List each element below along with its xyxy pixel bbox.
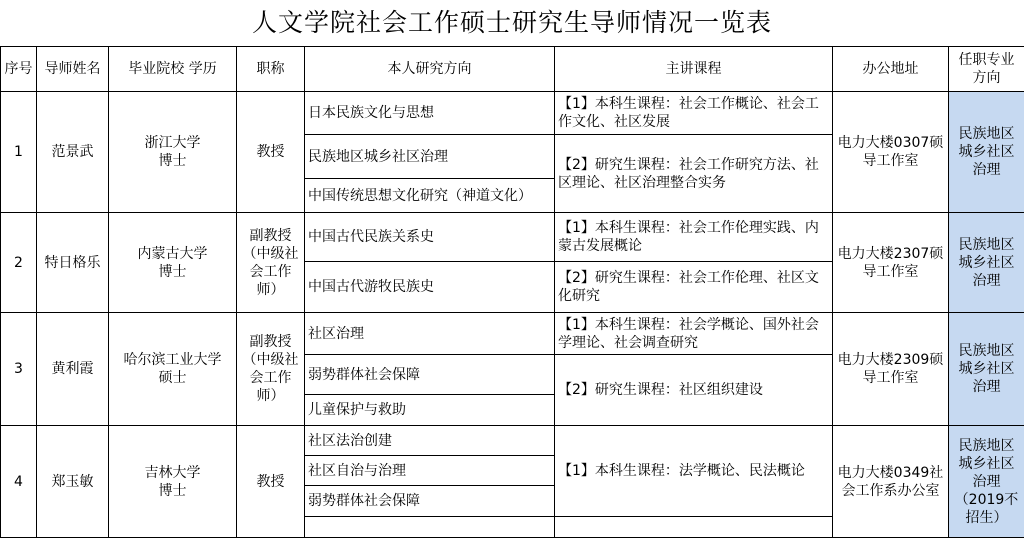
cell-course[interactable]: 【1】本科生课程：法学概论、民法概论 xyxy=(555,426,833,517)
cell-school[interactable] xyxy=(109,92,237,213)
school-name: 哈尔滨工业大学 xyxy=(123,352,222,368)
header-seq[interactable]: 序号 xyxy=(1,47,37,92)
header-courses[interactable]: 主讲课程 xyxy=(555,47,833,92)
cell-name[interactable]: 郑玉敏 xyxy=(37,426,109,538)
cell-office[interactable]: 电力大楼0349社会工作系办公室 xyxy=(833,426,949,538)
cell-research[interactable]: 儿童保护与救助 xyxy=(305,395,555,426)
cell-name[interactable]: 黄利霞 xyxy=(37,313,109,426)
degree: 博士 xyxy=(158,153,187,169)
cell-office[interactable]: 电力大楼0307硕导工作室 xyxy=(833,92,949,213)
cell-research[interactable]: 日本民族文化与思想 xyxy=(305,92,555,135)
cell-research[interactable]: 社区自治与治理 xyxy=(305,456,555,486)
header-office[interactable]: 办公地址 xyxy=(833,47,949,92)
school-name: 浙江大学 xyxy=(144,135,201,151)
table-row xyxy=(1,92,1024,135)
cell-seq[interactable]: 4 xyxy=(1,426,37,538)
cell-school[interactable] xyxy=(109,426,237,538)
page-title: 人文学院社会工作硕士研究生导师情况一览表 xyxy=(251,8,772,37)
cell-research[interactable]: 弱势群体社会保障 xyxy=(305,355,555,395)
school-name: 内蒙古大学 xyxy=(137,245,208,262)
cell-course[interactable]: 【1】本科生课程：社会学概论、国外社会学理论、社会调查研究 xyxy=(555,313,833,355)
cell-office[interactable]: 电力大楼2309硕导工作室 xyxy=(833,313,949,426)
table-row xyxy=(1,426,1024,456)
cell-school[interactable] xyxy=(109,313,237,426)
cell-research[interactable]: 中国古代游牧民族史 xyxy=(305,262,555,313)
empty-cell[interactable] xyxy=(305,517,555,538)
cell-course[interactable]: 【2】研究生课程：社会工作伦理、社区文化研究 xyxy=(555,262,833,313)
cell-research[interactable]: 社区法治创建 xyxy=(305,426,555,456)
header-rank[interactable]: 职称 xyxy=(237,47,305,92)
degree: 博士 xyxy=(158,482,187,499)
cell-course[interactable]: 【2】研究生课程：社区组织建设 xyxy=(555,355,833,426)
cell-rank[interactable]: 教授 xyxy=(237,426,305,538)
cell-course[interactable]: 【1】本科生课程：社会工作伦理实践、内蒙古发展概论 xyxy=(555,213,833,262)
cell-course[interactable]: 【2】研究生课程：社会工作研究方法、社区理论、社区治理整合实务 xyxy=(555,135,833,213)
header-name[interactable]: 导师姓名 xyxy=(37,47,109,92)
cell-direction[interactable]: 民族地区城乡社区治理（2019不招生） xyxy=(949,426,1024,538)
cell-rank[interactable]: 副教授（中级社会工作师） xyxy=(237,213,305,313)
header-row xyxy=(1,47,1024,92)
degree: 博士 xyxy=(158,263,187,280)
cell-school[interactable] xyxy=(109,213,237,313)
cell-research[interactable]: 中国传统思想文化研究（神道文化） xyxy=(305,179,555,213)
cell-research[interactable]: 社区治理 xyxy=(305,313,555,355)
cell-direction[interactable]: 民族地区城乡社区治理 xyxy=(949,92,1024,213)
cell-seq[interactable]: 2 xyxy=(1,213,37,313)
cell-seq[interactable]: 1 xyxy=(1,92,37,213)
cell-office[interactable]: 电力大楼2307硕导工作室 xyxy=(833,213,949,313)
cell-name[interactable]: 范景武 xyxy=(37,92,109,213)
cell-research[interactable]: 中国古代民族关系史 xyxy=(305,213,555,262)
header-school[interactable]: 毕业院校 学历 xyxy=(109,47,237,92)
header-direction[interactable]: 任职专业方向 xyxy=(949,47,1024,92)
cell-direction[interactable]: 民族地区城乡社区治理 xyxy=(949,213,1024,313)
cell-seq[interactable]: 3 xyxy=(1,313,37,426)
cell-research[interactable]: 民族地区城乡社区治理 xyxy=(305,135,555,179)
cell-course[interactable]: 【1】本科生课程：社会工作概论、社会工作文化、社区发展 xyxy=(555,92,833,135)
school-name: 吉林大学 xyxy=(144,464,201,481)
mentor-table xyxy=(0,46,1024,538)
empty-cell[interactable] xyxy=(555,517,833,538)
cell-direction[interactable]: 民族地区城乡社区治理 xyxy=(949,313,1024,426)
cell-name[interactable]: 特日格乐 xyxy=(37,213,109,313)
table-row xyxy=(1,213,1024,262)
header-research[interactable]: 本人研究方向 xyxy=(305,47,555,92)
table-row xyxy=(1,313,1024,355)
cell-research[interactable]: 弱势群体社会保障 xyxy=(305,486,555,517)
degree: 硕士 xyxy=(158,370,187,386)
cell-rank[interactable]: 副教授（中级社会工作师） xyxy=(237,313,305,426)
cell-rank[interactable]: 教授 xyxy=(237,92,305,213)
